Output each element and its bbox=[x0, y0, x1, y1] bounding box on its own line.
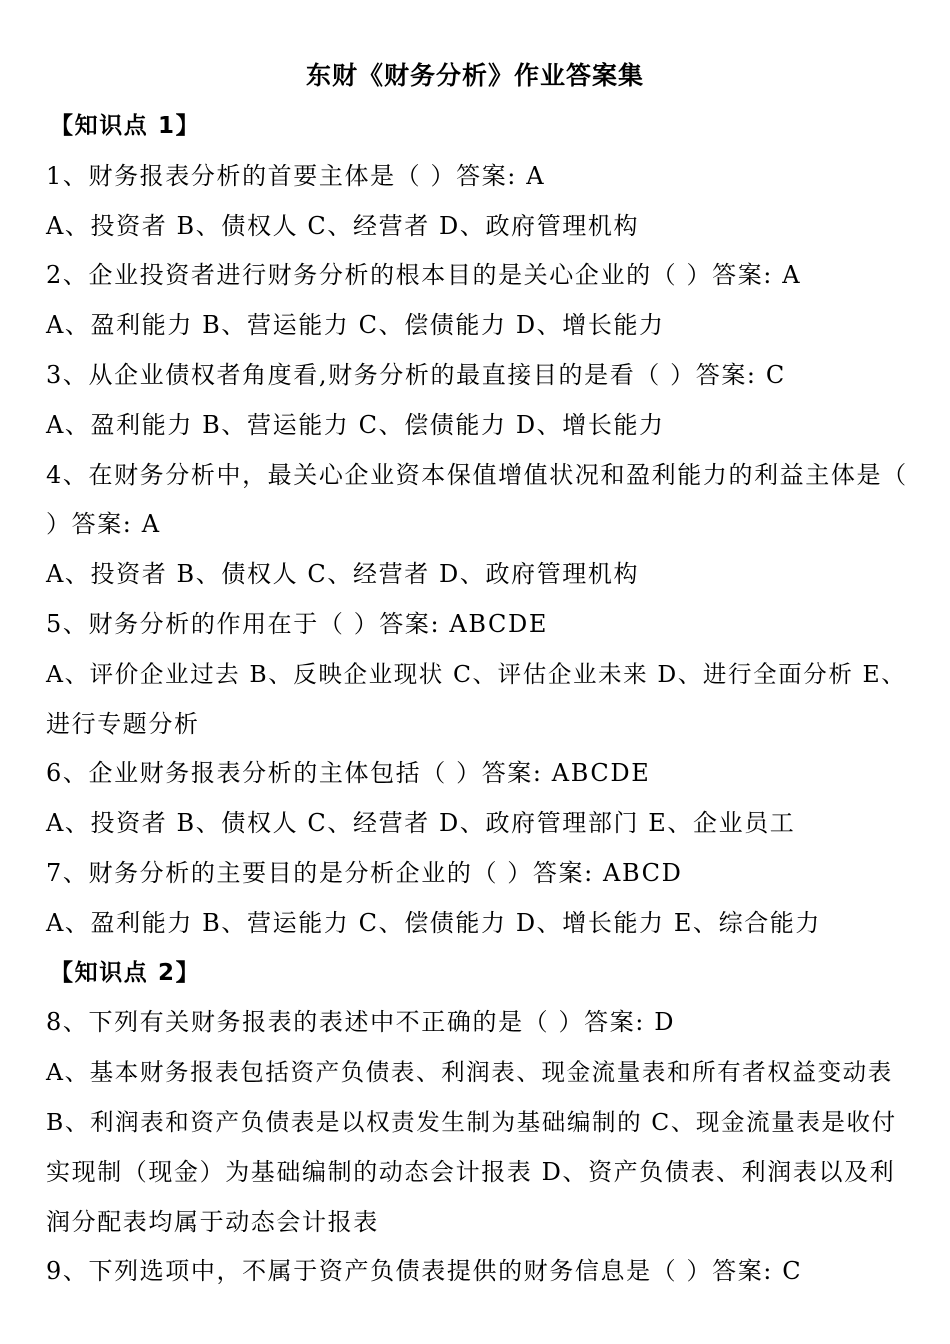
question-7: 7、财务分析的主要目的是分析企业的（ ）答案: ABCD bbox=[46, 858, 683, 887]
question-2: 2、企业投资者进行财务分析的根本目的是关心企业的（ ）答案: A bbox=[46, 261, 802, 290]
question-1: 1、财务报表分析的首要主体是（ ）答案: A bbox=[46, 161, 546, 190]
question-8-options-continued-2: 实现制（现金）为基础编制的动态会计报表 D、资产负债表、利润表以及利 bbox=[46, 1157, 896, 1186]
question-8: 8、下列有关财务报表的表述中不正确的是（ ）答案: D bbox=[46, 1008, 676, 1037]
question-8-options-continued-3: 润分配表均属于动态会计报表 bbox=[46, 1207, 379, 1236]
question-8-options-continued-1: B、利润表和资产负债表是以权责发生制为基础编制的 C、现金流量表是收付 bbox=[46, 1107, 897, 1136]
question-4-continued: ）答案: A bbox=[46, 510, 161, 539]
question-3: 3、从企业债权者角度看,财务分析的最直接目的是看（ ）答案: C bbox=[46, 360, 786, 389]
question-3-options: A、盈利能力 B、营运能力 C、偿债能力 D、增长能力 bbox=[46, 410, 665, 439]
question-5-options: A、评价企业过去 B、反映企业现状 C、评估企业未来 D、进行全面分析 E、 bbox=[46, 659, 907, 688]
document-body bbox=[46, 102, 908, 1297]
question-6: 6、企业财务报表分析的主体包括（ ）答案: ABCDE bbox=[46, 759, 651, 788]
question-5: 5、财务分析的作用在于（ ）答案: ABCDE bbox=[46, 609, 548, 638]
question-4-options: A、投资者 B、债权人 C、经营者 D、政府管理机构 bbox=[46, 560, 640, 589]
question-8-options: A、基本财务报表包括资产负债表、利润表、现金流量表和所有者权益变动表 bbox=[46, 1058, 893, 1087]
question-1-options: A、投资者 B、债权人 C、经营者 D、政府管理机构 bbox=[46, 211, 640, 240]
question-4: 4、在财务分析中，最关心企业资本保值增值状况和盈利能力的利益主体是（ bbox=[46, 460, 908, 489]
question-9: 9、下列选项中，不属于资产负债表提供的财务信息是（ ）答案: C bbox=[46, 1257, 803, 1286]
question-2-options: A、盈利能力 B、营运能力 C、偿债能力 D、增长能力 bbox=[46, 311, 665, 340]
section-heading-2: 【知识点 2】 bbox=[50, 959, 201, 986]
question-7-options: A、盈利能力 B、营运能力 C、偿债能力 D、增长能力 E、综合能力 bbox=[46, 908, 822, 937]
document-title: 东财《财务分析》作业答案集 bbox=[305, 61, 644, 90]
question-6-options: A、投资者 B、债权人 C、经营者 D、政府管理部门 E、企业员工 bbox=[46, 809, 796, 838]
question-5-options-continued: 进行专题分析 bbox=[46, 709, 200, 738]
section-heading-1: 【知识点 1】 bbox=[50, 113, 201, 139]
